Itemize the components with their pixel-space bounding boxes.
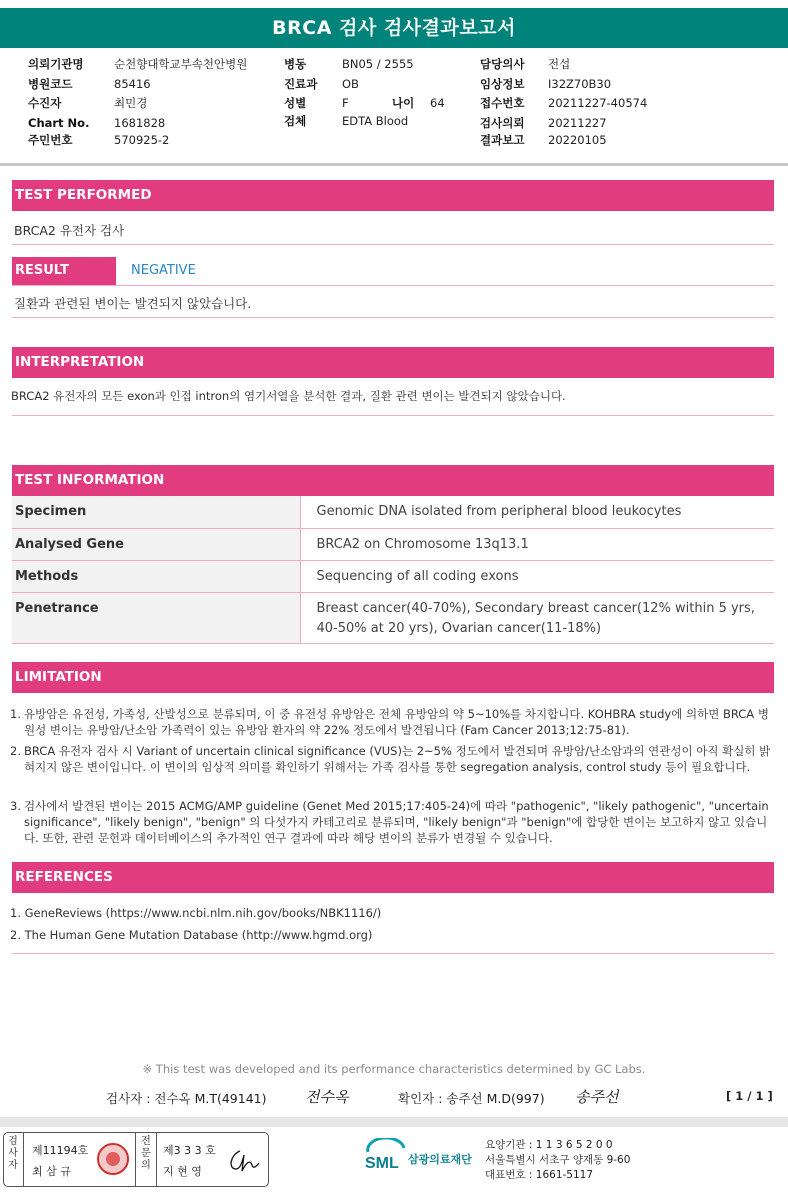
reference-item: 2. The Human Gene Mutation Database (http://www.hgmd.org) [10,928,373,942]
interpretation-header: INTERPRETATION [12,347,774,378]
test-info-table [12,496,774,644]
sml-logo-icon [364,1138,410,1174]
doctor-label: 담당의사 [480,57,525,71]
specialist-name: 지 현 영 [163,1165,202,1178]
footnote: ※ This test was developed and its performance characteristics determined by GC Labs. [142,1062,646,1076]
result-value: NEGATIVE [131,263,196,278]
specimen-key: Specimen [12,496,300,528]
test-performed-value: BRCA2 유전자 검사 [14,223,125,238]
report-date-value: 20220105 [548,133,607,147]
tester: 검사자 : 전수옥 M.T(49141) [106,1091,267,1106]
penetrance-value: Breast cancer(40-70%), Secondary breast cancer(12% within 5 yrs, 40-50% at 20 yrs), Ovarian cancer(11-18%) [300,592,774,643]
limitation-item [10,798,772,846]
limitation-num: 3. [10,799,21,813]
table-row [12,528,774,560]
result-row [12,257,774,286]
institution-name: 삼광의료재단 [408,1153,472,1166]
rrn-value: 570925-2 [114,133,170,147]
penetrance-key: Penetrance [12,592,300,643]
svg-text:SML: SML [365,1155,399,1172]
divider [23,1133,24,1186]
divider [135,1133,136,1186]
dept-label: 진료과 [284,77,318,91]
limitation-header: LIMITATION [12,662,774,693]
test-performed-header: TEST PERFORMED [12,180,774,211]
report-date-label: 결과보고 [480,133,525,147]
methods-value: Sequencing of all coding exons [300,560,774,592]
dept-value: OB [342,77,359,91]
methods-key: Methods [12,560,300,592]
institution-code: 요양기관 : 1 1 3 6 5 2 0 0 [485,1139,613,1151]
institution-street: 서울특별시 서초구 양재동 9-60 [485,1154,631,1166]
divider [12,953,774,954]
seal-stamp [97,1143,129,1175]
vertical-label: 전 문 의 [141,1136,151,1171]
institution-address [485,1138,630,1183]
doctor-value: 전섭 [548,57,571,71]
sex-value: F [342,96,349,110]
request-label: 검사의뢰 [480,116,525,130]
hospital-label: 의뢰기관명 [28,57,84,71]
table-row [12,592,774,643]
sex-label: 성별 [284,96,307,110]
footer-band [0,1117,788,1127]
ward-label: 병동 [284,57,307,71]
limitation-text: 유방암은 유전성, 가족성, 산발성으로 분류되며, 이 중 유전성 유방암은 전체 유방암의 약 5~10%를 차지합니다. KOHBRA study에 의하면 BRCA 병원성 변이는 유방암/난소암 가족력이 있는 유방암 환자의 약 22% 정도에서 발견됩니다 (Fam Cancer 2013;12:75-81). [24,707,769,737]
name-value: 최민경 [114,96,148,110]
gene-value: BRCA2 on Chromosome 13q13.1 [300,528,774,560]
divider [12,415,774,416]
patient-info [0,48,788,166]
age-label: 나이 [392,96,415,110]
chart-label: Chart No. [28,116,90,130]
accession-value: 20211227-40574 [548,96,648,110]
request-value: 20211227 [548,116,607,130]
references-header: REFERENCES [12,862,774,893]
age-value: 64 [430,96,445,110]
table-row [12,560,774,592]
divider [12,317,774,318]
result-text: 질환과 관련된 변이는 발견되지 않았습니다. [14,296,252,311]
signature-icon [226,1145,262,1175]
limitation-item [10,706,772,738]
specimen-value: EDTA Blood [342,114,409,128]
specimen-detail: Genomic DNA isolated from peripheral blood leukocytes [300,496,774,528]
reference-item: 1. GeneReviews (https://www.ncbi.nlm.nih.gov/books/NBK1116/) [10,906,382,920]
specimen-label: 검체 [284,114,307,128]
limitation-item [10,743,772,775]
clinical-label: 임상정보 [480,77,525,91]
clinical-value: I32Z70B30 [548,77,612,91]
code-label: 병원코드 [28,77,73,91]
divider [12,244,774,245]
code-value: 85416 [114,77,151,91]
license-number: 제11194호 [32,1144,89,1157]
limitation-text: 검사에서 발견된 변이는 2015 ACMG/AMP guideline (Genet Med 2015;17:405-24)에 따라 "pathogenic", "likely pathogenic", "uncertain significance", "likely benign", "benign" 의 다섯가지 카테고리로 분류되며, "likely benign"과 "benign"에 합당한 변이는 보고하지 않고 있습니다. 또한, 관련 문헌과 데이터베이스의 추가적인 연구 결과에 따라 해당 변이의 분류가 변경될 수 있습니다. [24,799,769,845]
chart-value: 1681828 [114,116,166,130]
specialist-number: 제3 3 3 호 [163,1144,216,1157]
tester-signature: 전수옥 [305,1088,349,1106]
limitation-text: BRCA 유전자 검사 시 Variant of uncertain clinical significance (VUS)는 2~5% 정도에서 발견되며 유방암/난소암과의 연관성이 아직 확실히 밝혀지지 않은 변이입니다. 이 변이의 임상적 의미를 확인하기 위해서는 가족 검사를 통한 segregation analysis, control study 등이 필요합니다. [24,744,771,774]
limitation-num: 1. [10,707,21,721]
table-row [12,496,774,528]
confirmer: 확인자 : 송주선 M.D(997) [398,1091,545,1106]
confirmer-signature: 송주선 [575,1088,619,1106]
gene-key: Analysed Gene [12,528,300,560]
rrn-label: 주민번호 [28,133,73,147]
divider [156,1133,157,1186]
institution-phone: 대표번호 : 1661-5117 [485,1169,594,1181]
hospital-value: 순천향대학교부속천안병원 [114,57,248,71]
ward-value: BN05 / 2555 [342,57,414,71]
technologist-name: 최 삼 규 [32,1165,71,1178]
name-label: 수진자 [28,96,62,110]
limitation-num: 2. [10,744,21,758]
test-info-header: TEST INFORMATION [12,465,774,496]
signature-box [3,1132,269,1187]
page-number: [ 1 / 1 ] [726,1089,773,1103]
interpretation-text: BRCA2 유전자의 모든 exon과 인접 intron의 염기서열을 분석한 결과, 질환 관련 변이는 발견되지 않았습니다. [11,389,566,403]
report-title: BRCA 검사 검사결과보고서 [0,8,788,48]
accession-label: 접수번호 [480,96,525,110]
result-label: RESULT [12,257,116,285]
vertical-label: 검 사 자 [8,1136,18,1171]
